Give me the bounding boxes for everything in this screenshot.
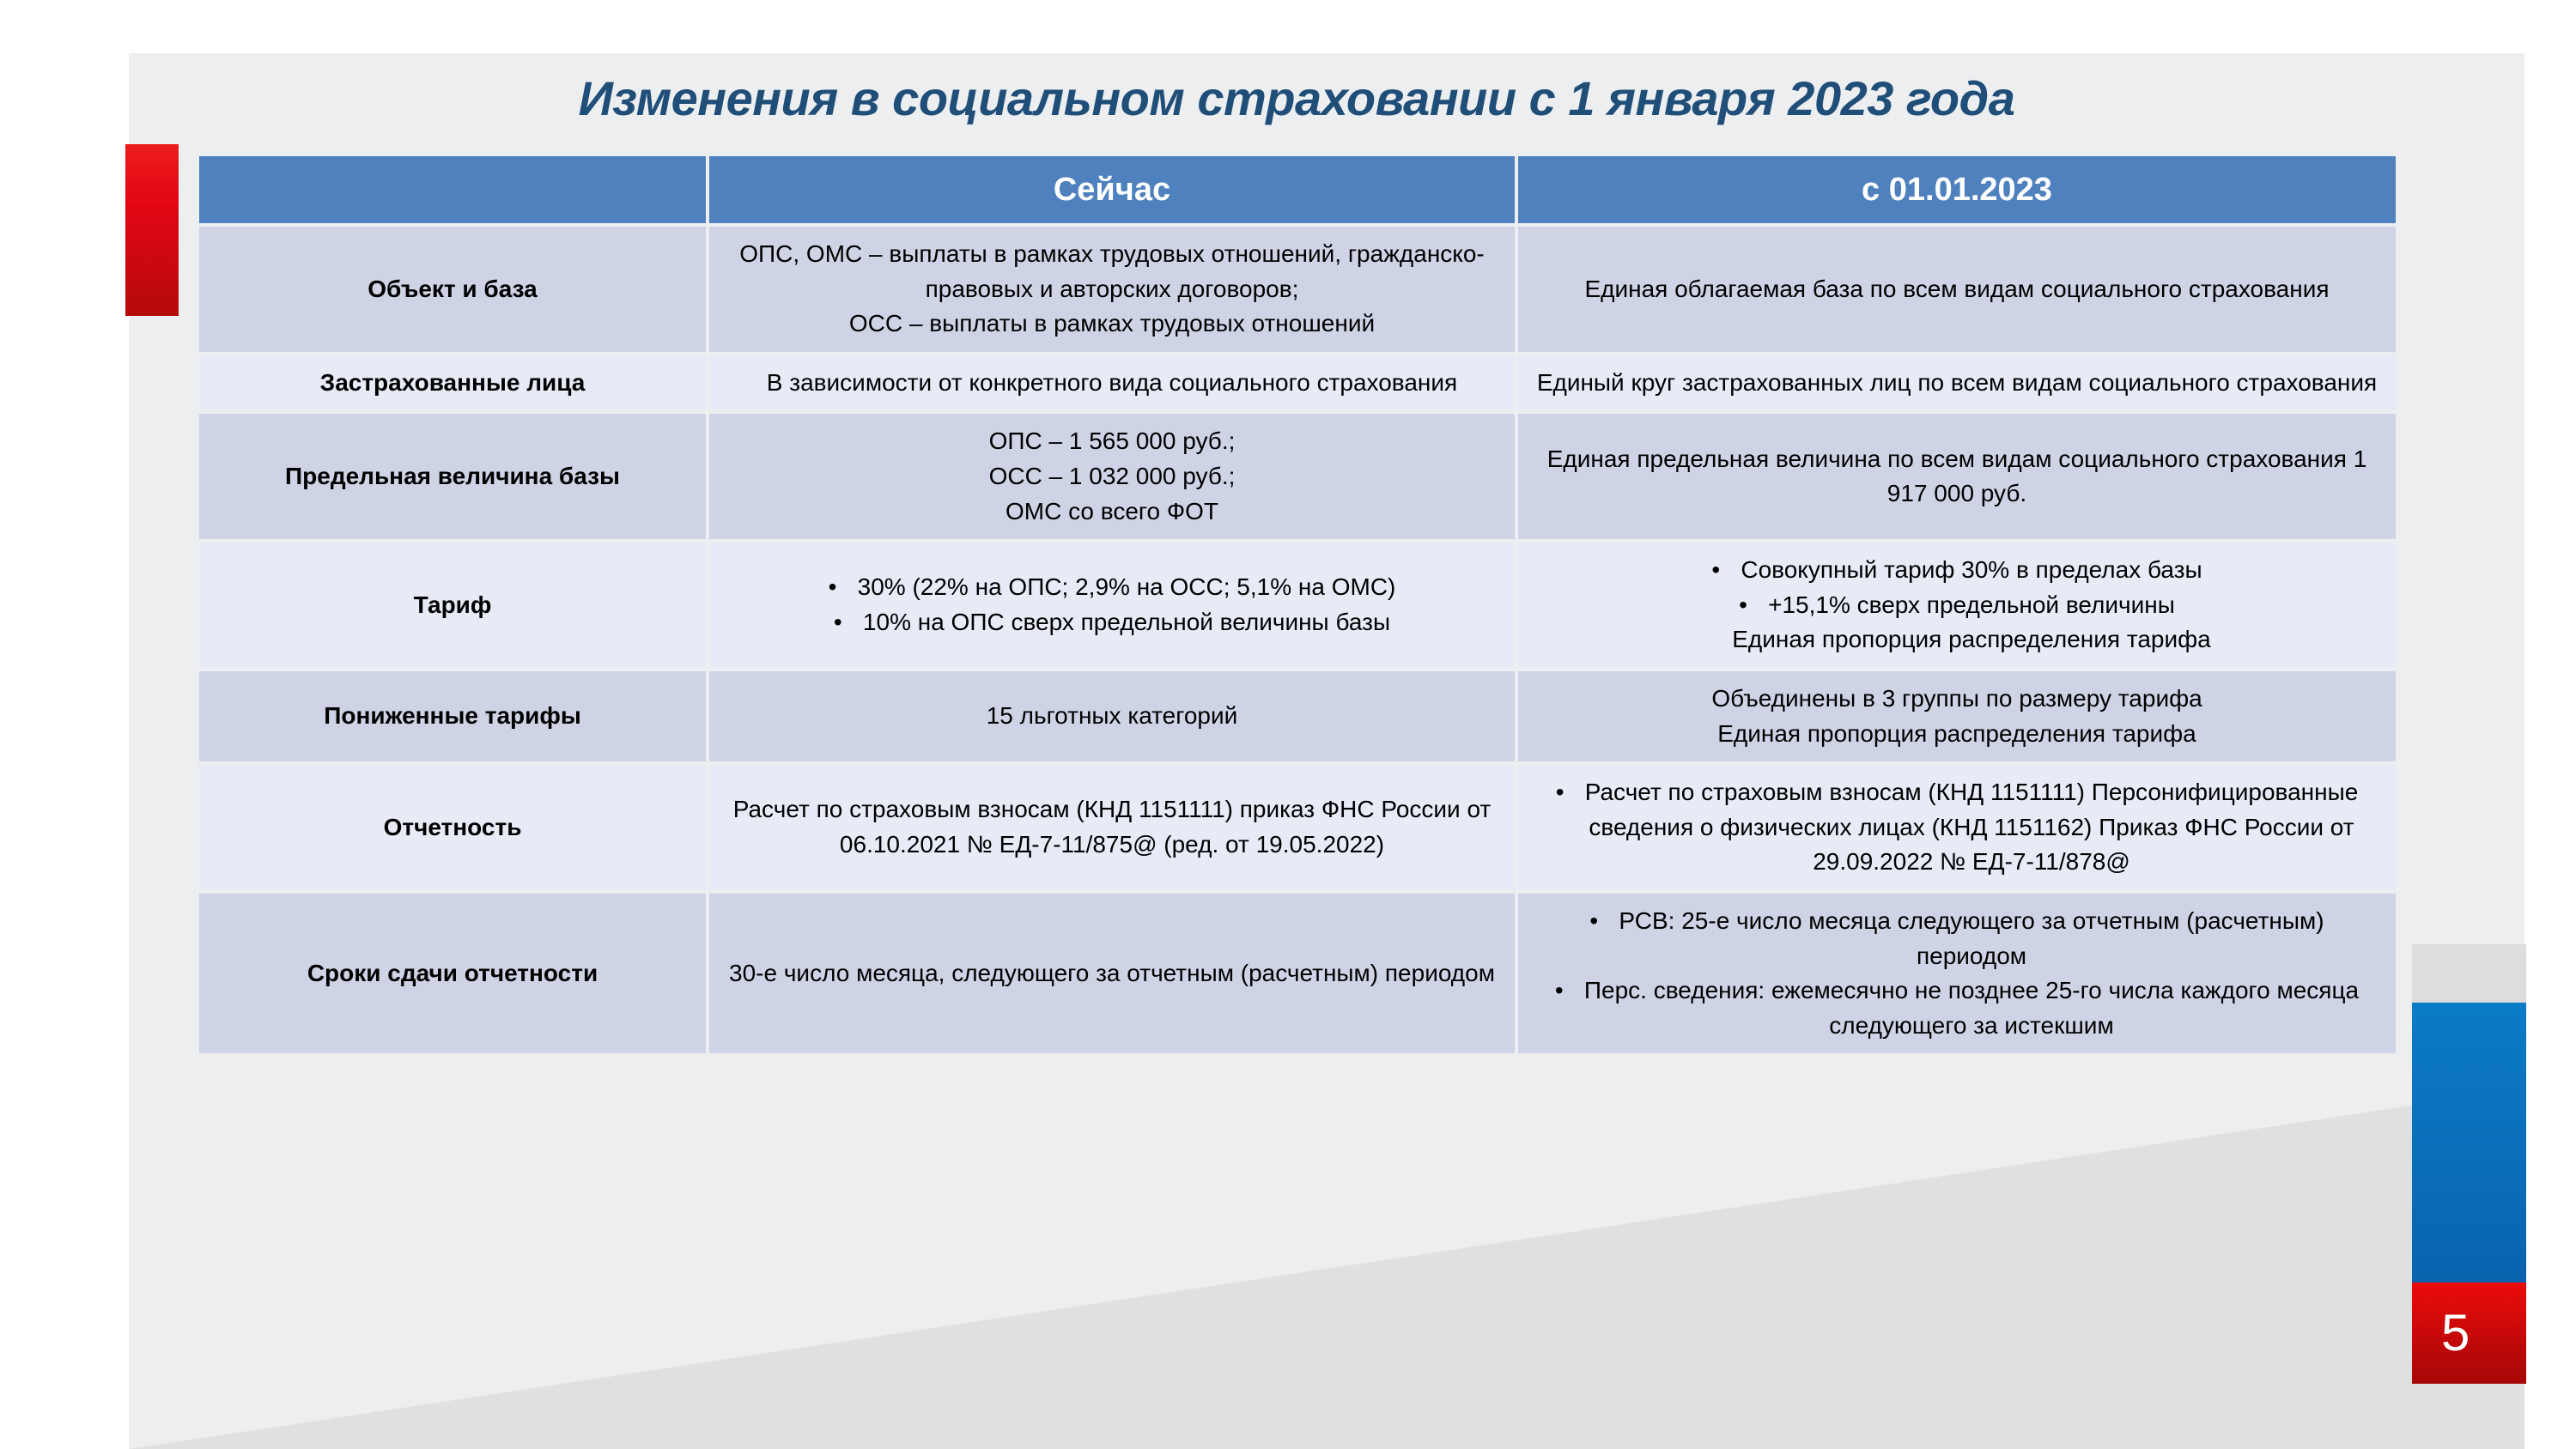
cell-line: Расчет по страховым взносам (КНД 1151111) приказ ФНС России от 06.10.2021 № ЕД-7-11/875@ (ред. от 19.05.2022) bbox=[732, 796, 1492, 858]
cell-line: В зависимости от конкретного вида социального страхования bbox=[766, 368, 1458, 396]
cell-current bbox=[709, 765, 1515, 890]
table-row bbox=[199, 355, 2396, 411]
background-diagonal-shape bbox=[129, 1088, 2524, 1449]
cell-line: • 30% (22% на ОПС; 2,9% на ОСС; 5,1% на ОМС) bbox=[858, 570, 1396, 605]
cell-line: 15 льготных категорий bbox=[986, 702, 1238, 730]
flag-decoration-bar bbox=[2412, 944, 2526, 1384]
left-red-accent-bar bbox=[125, 144, 179, 316]
cell-line: Единая предельная величина по всем видам социального страхования 1 917 000 руб. bbox=[1546, 445, 2367, 507]
cell-line: • Расчет по страховым взносам (КНД 1151111) Персонифицированные сведения о физических лицах (КНД 1151162) Приказ ФНС России от 29.09.2022 № ЕД-7-11/878@ bbox=[1561, 775, 2382, 880]
table-row bbox=[199, 543, 2396, 668]
cell-line: Объединены в 3 группы по размеру тарифа bbox=[1711, 684, 2202, 712]
row-label: Предельная величина базы bbox=[199, 414, 706, 539]
cell-line: • +15,1% сверх предельной величины bbox=[1732, 588, 2211, 623]
table-body bbox=[199, 227, 2396, 1053]
table-row bbox=[199, 227, 2396, 352]
table-row bbox=[199, 894, 2396, 1053]
cell-line: ОСС – выплаты в рамках трудовых отношений bbox=[848, 310, 1376, 337]
row-label: Сроки сдачи отчетности bbox=[199, 894, 706, 1053]
page-title: Изменения в социальном страховании с 1 января 2023 года bbox=[578, 71, 2015, 125]
cell-current bbox=[709, 894, 1515, 1053]
column-header-now: Сейчас bbox=[709, 156, 1515, 223]
cell-line: ОПС, ОМС – выплаты в рамках трудовых отношений, гражданско-правовых и авторских договоров; bbox=[739, 240, 1485, 302]
cell-current bbox=[709, 543, 1515, 668]
row-label: Застрахованные лица bbox=[199, 355, 706, 411]
cell-current bbox=[709, 671, 1515, 761]
cell-future bbox=[1518, 671, 2396, 761]
column-header-blank bbox=[199, 156, 706, 223]
cell-future bbox=[1518, 543, 2396, 668]
cell-line: 30-е число месяца, следующего за отчетным (расчетным) периодом bbox=[729, 959, 1495, 986]
cell-line: Единая пропорция распределения тарифа bbox=[1732, 626, 2211, 653]
row-label: Пониженные тарифы bbox=[199, 671, 706, 761]
cell-line: ОПС – 1 565 000 руб.; bbox=[988, 427, 1236, 455]
cell-line: ОМС со всего ФОТ bbox=[1005, 497, 1219, 524]
cell-current bbox=[709, 227, 1515, 352]
cell-future bbox=[1518, 765, 2396, 890]
cell-line: Единая пропорция распределения тарифа bbox=[1717, 719, 2196, 747]
flag-stripe-blue bbox=[2412, 1003, 2526, 1282]
cell-line: • 10% на ОПС сверх предельной величины базы bbox=[858, 605, 1396, 640]
cell-line: Единая облагаемая база по всем видам социального страхования bbox=[1584, 275, 2330, 302]
flag-stripe-white bbox=[2412, 944, 2526, 1003]
row-label: Объект и база bbox=[199, 227, 706, 352]
table-row bbox=[199, 414, 2396, 539]
table-row bbox=[199, 671, 2396, 761]
cell-current bbox=[709, 414, 1515, 539]
cell-line: • РСВ: 25-е число месяца следующего за отчетным (расчетным) периодом bbox=[1561, 904, 2382, 973]
row-label: Тариф bbox=[199, 543, 706, 668]
cell-line: • Совокупный тариф 30% в пределах базы bbox=[1732, 553, 2211, 588]
row-label: Отчетность bbox=[199, 765, 706, 890]
table-row bbox=[199, 765, 2396, 890]
cell-current bbox=[709, 355, 1515, 411]
cell-line: ОСС – 1 032 000 руб.; bbox=[988, 462, 1236, 489]
cell-line: • Перс. сведения: ежемесячно не позднее 25-го числа каждого месяца следующего за истекшим bbox=[1561, 973, 2382, 1043]
column-header-future: с 01.01.2023 bbox=[1518, 156, 2396, 223]
table-header-row bbox=[199, 156, 2396, 223]
cell-future bbox=[1518, 227, 2396, 352]
cell-future bbox=[1518, 414, 2396, 539]
comparison-table bbox=[196, 153, 2399, 1057]
comparison-table-wrapper bbox=[196, 153, 2389, 1057]
page-number: 5 bbox=[2441, 1304, 2470, 1361]
cell-line: Единый круг застрахованных лиц по всем видам социального страхования bbox=[1536, 368, 2378, 396]
flag-stripe-red bbox=[2412, 1282, 2526, 1384]
cell-future bbox=[1518, 894, 2396, 1053]
cell-future bbox=[1518, 355, 2396, 411]
